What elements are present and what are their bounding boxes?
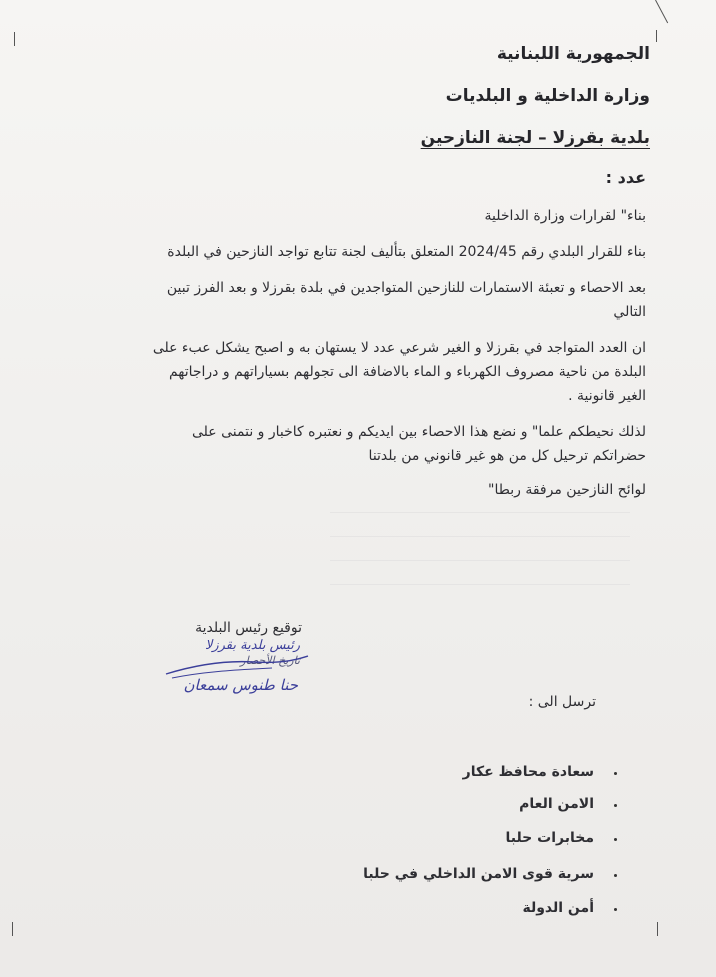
paragraph-1-line-2: التالي xyxy=(613,304,646,320)
letterhead-municipality: بلدية بقرزلا – لجنة النازحين xyxy=(420,128,650,148)
crop-mark-top-right xyxy=(656,30,657,42)
reference-line-2: بناء للقرار البلدي رقم 2024/45 المتعلق بتأليف لجنة تتابع تواجد النازحين في البلدة xyxy=(167,244,646,260)
bullet-icon xyxy=(614,804,617,807)
signature-stamp-line-2: تاريخ الأحصار xyxy=(240,654,300,667)
crop-mark-fold-corner xyxy=(655,0,668,23)
bullet-icon xyxy=(614,874,617,877)
signature-stamp-line-1: رئيس بلدية بقرزلا xyxy=(204,638,300,653)
paragraph-2-line-3: الغير قانونية . xyxy=(568,388,646,404)
crop-mark-bottom-right xyxy=(657,922,658,936)
recipient-item: الامن العام xyxy=(519,796,594,812)
recipient-item: سعادة محافظ عكار xyxy=(462,764,594,780)
bullet-icon xyxy=(614,772,617,775)
signature-label: توقيع رئيس البلدية xyxy=(195,620,302,636)
letterhead-ministry: وزارة الداخلية و البلديات xyxy=(445,86,650,106)
letterhead-republic: الجمهورية اللبنانية xyxy=(496,44,650,64)
recipient-item: سرية قوى الامن الداخلي في حلبا xyxy=(363,866,594,882)
recipient-item: أمن الدولة xyxy=(522,900,594,916)
recipient-item: مخابرات حلبا xyxy=(505,830,594,846)
bullet-icon xyxy=(614,908,617,911)
attachment-note: لوائح النازحين مرفقة ربطا" xyxy=(488,482,646,498)
bleed-through-line xyxy=(330,512,630,513)
crop-mark-bottom-left xyxy=(12,922,13,936)
bleed-through-line xyxy=(330,584,630,585)
paragraph-3-line-2: حضراتكم ترحيل كل من هو غير قانوني من بلدتنا xyxy=(368,448,646,464)
bleed-through-line xyxy=(330,560,630,561)
paragraph-1-line-1: بعد الاحصاء و تعبئة الاستمارات للنازحين المتواجدين في بلدة بقرزلا و بعد الفرز تبين xyxy=(166,280,646,296)
paragraph-2-line-2: البلدة من ناحية مصروف الكهرباء و الماء بالاضافة الى تجولهم بسياراتهم و دراجاتهم xyxy=(168,364,646,380)
bullet-icon xyxy=(614,838,617,841)
bleed-through-line xyxy=(330,536,630,537)
number-label: عدد : xyxy=(605,168,646,187)
paragraph-3-line-1: لذلك نحيطكم علما" و نضع هذا الاحصاء بين ايديكم و نعتبره كاخبار و نتمنى على xyxy=(192,424,646,440)
paragraph-2-line-1: ان العدد المتواجد في بقرزلا و الغير شرعي عدد لا يستهان به و اصبح يشكل عبء على xyxy=(152,340,646,356)
reference-line-1: بناء" لقرارات وزارة الداخلية xyxy=(484,208,646,224)
recipients-label: ترسل الى : xyxy=(528,694,596,710)
crop-mark-top-left xyxy=(14,32,15,46)
signature-name: حنا طنوس سمعان xyxy=(183,676,298,694)
